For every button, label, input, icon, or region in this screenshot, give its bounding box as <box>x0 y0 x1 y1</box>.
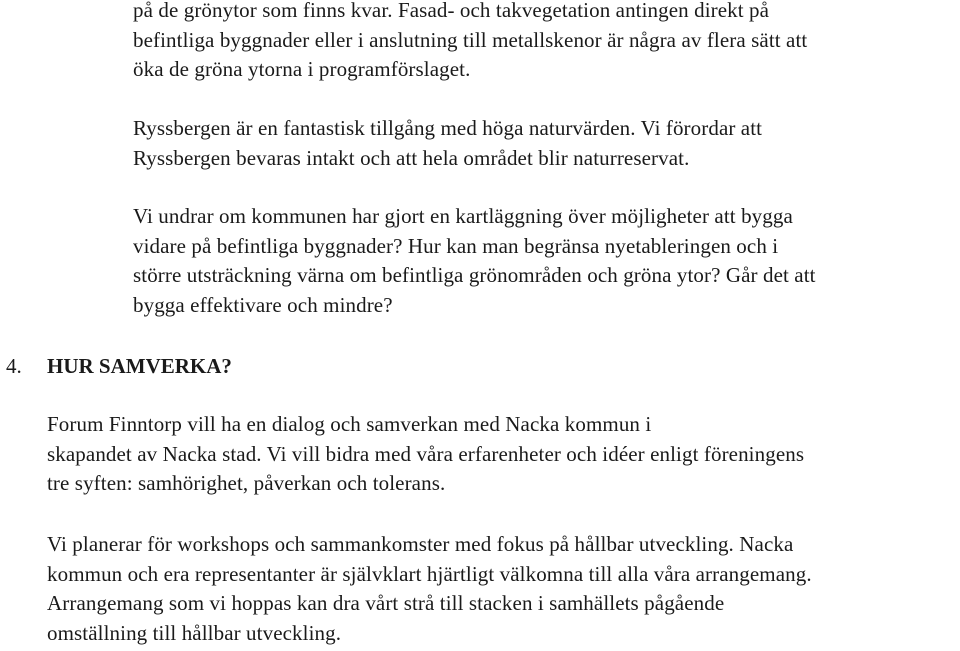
text-line: skapandet av Nacka stad. Vi vill bidra med våra erfarenheter och idéer enligt föreningens <box>47 441 805 466</box>
paragraph-questions <box>133 202 943 320</box>
section-heading <box>6 352 232 382</box>
text-line: Arrangemang som vi hoppas kan dra vårt strå till stacken i samhällets pågående <box>47 591 725 615</box>
text-line: vidare på befintliga byggnader? Hur kan man begränsa nyetableringen och i <box>133 233 779 258</box>
text-line: Vi undrar om kommunen har gjort en kartläggning över möjligheter att bygga <box>133 204 793 228</box>
text-line: Vi planerar för workshops och sammankomster med fokus på hållbar utveckling. Nacka <box>47 532 794 556</box>
text-line: omställning till hållbar utveckling. <box>47 620 342 645</box>
section-title: HUR SAMVERKA? <box>47 354 232 378</box>
paragraph-ryssbergen <box>133 114 943 173</box>
text-line: öka de gröna ytorna i programförslaget. <box>133 57 471 81</box>
section-number: 4. <box>6 354 22 378</box>
text-line: Forum Finntorp vill ha en dialog och samverkan med Nacka kommun i <box>47 412 652 436</box>
paragraph-workshops <box>47 530 947 648</box>
text-line: befintliga byggnader eller i anslutning till metallskenor är några av flera sätt att <box>133 27 808 52</box>
text-line: Ryssbergen är en fantastisk tillgång med höga naturvärden. Vi förordar att <box>133 116 763 140</box>
text-line: kommun och era representanter är självklart hjärtligt välkomna till alla våra arrangemang. <box>47 561 812 586</box>
text-line: på de grönytor som finns kvar. Fasad- och takvegetation antingen direkt på <box>133 0 770 22</box>
text-line: bygga effektivare och mindre? <box>133 292 393 317</box>
paragraph-green-surfaces <box>133 0 943 85</box>
text-line: större utsträckning värna om befintliga grönområden och gröna ytor? Går det att <box>133 263 816 287</box>
text-line: Ryssbergen bevaras intakt och att hela området blir naturreservat. <box>133 145 690 170</box>
text-line: tre syften: samhörighet, påverkan och tolerans. <box>47 471 446 495</box>
paragraph-dialog <box>47 410 947 499</box>
